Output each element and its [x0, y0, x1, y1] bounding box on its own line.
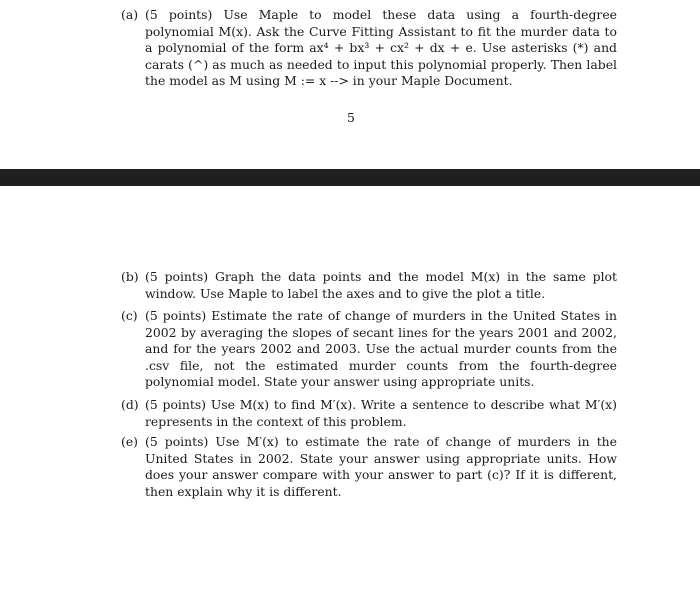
item-label: (d) [121, 397, 139, 412]
page-top-sheet [0, 0, 700, 169]
item-label: (b) [121, 269, 139, 284]
item-label: (e) [121, 434, 139, 449]
item-label: (c) [121, 308, 138, 323]
question-item-b [121, 269, 617, 302]
page-number: 5 [347, 110, 355, 125]
question-item-e [121, 434, 617, 500]
question-item-d [121, 397, 617, 430]
page-bottom-sheet [0, 186, 700, 597]
item-text: (5 points) Use Maple to model these data using a fourth-degree polynomial M(x). Ask the Curve Fitting Assistant to fit the murder data to a polynomial of the form ax⁴ + bx³ + cx² + dx + e. Use asterisks (*) and carats (^) as much as needed to input this polynomial properly. Then label the model as M using M := x --> in your Maple Document. [145, 7, 617, 89]
item-text: (5 points) Estimate the rate of change of murders in the United States in 2002 by averaging the slopes of secant lines for the years 2001 and 2002, and for the years 2002 and 2003. Use the actual murder counts from the .csv file, not the estimated murder counts from the fourth-degree polynomial model. State your answer using appropriate units. [145, 308, 617, 390]
item-text: (5 points) Graph the data points and the model M(x) in the same plot window. Use Maple to label the axes and to give the plot a title. [145, 269, 617, 301]
item-text: (5 points) Use M′(x) to estimate the rate of change of murders in the United States in 2002. State your answer using appropriate units. How does your answer compare with your answer to part (c)? If it is different, then explain why it is different. [145, 434, 617, 499]
question-item-a [121, 7, 617, 90]
item-label: (a) [121, 7, 139, 22]
page-divider-bar [0, 169, 700, 186]
item-text: (5 points) Use M(x) to find M′(x). Write a sentence to describe what M′(x) represents in the context of this problem. [145, 397, 617, 429]
question-item-c [121, 308, 617, 391]
